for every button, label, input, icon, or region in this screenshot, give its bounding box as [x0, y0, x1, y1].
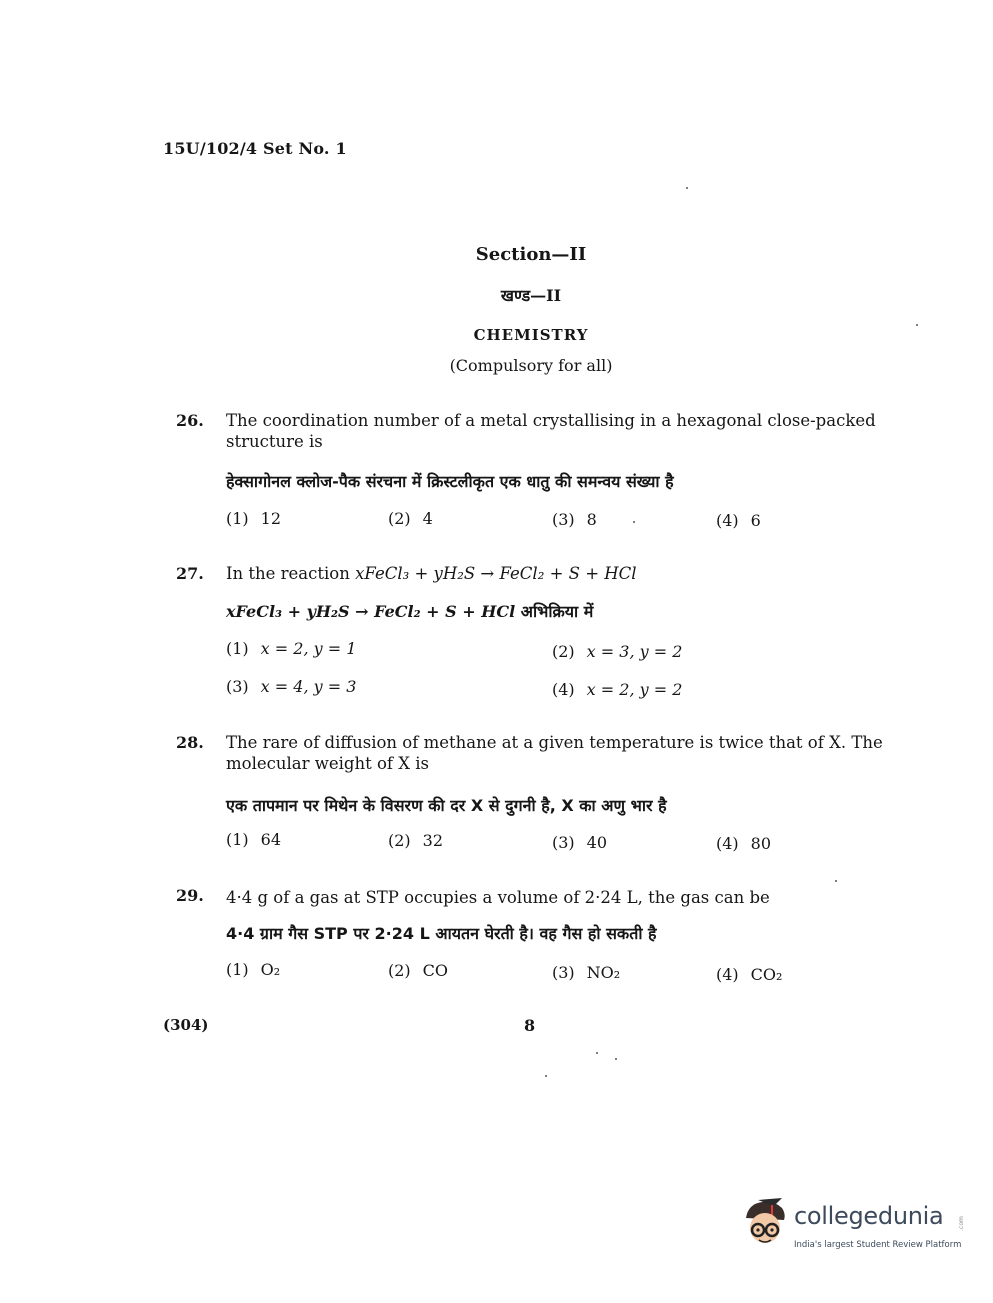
question-text-hindi: [226, 600, 906, 622]
collegedunia-logo[interactable]: [738, 1196, 963, 1256]
scan-speck: [835, 880, 837, 882]
question-number: 29.: [176, 886, 204, 905]
section-title: Section—II: [475, 244, 587, 265]
question-text: The coordination number of a metal crystallising in a hexagonal close-packed structure is: [226, 411, 876, 451]
option-4[interactable]: (4) 80: [716, 834, 772, 853]
brand-suffix: .com: [957, 1216, 965, 1231]
option-4[interactable]: (4) CO₂: [716, 965, 783, 984]
question-text: The rare of diffusion of methane at a given temperature is twice that of X. The molecular weight of X is: [226, 733, 883, 773]
question-text-prefix: In the reaction: [226, 564, 350, 583]
option-1[interactable]: (1) O₂: [226, 960, 281, 979]
section-note: (Compulsory for all): [449, 356, 613, 375]
question-text: 4·4 g of a gas at STP occupies a volume of 2·24 L, the gas can be: [226, 888, 770, 907]
question-text: [226, 563, 906, 584]
question-number: 27.: [176, 564, 204, 583]
option-1[interactable]: (1) 12: [226, 509, 282, 528]
scan-speck: [545, 1075, 547, 1077]
brand-name: collegedunia: [794, 1202, 944, 1230]
option-4[interactable]: (4) x = 2, y = 2: [552, 680, 683, 699]
section-title-hindi: खण्ड—II: [500, 286, 562, 305]
subject-title: CHEMISTRY: [473, 326, 589, 344]
question-text-hindi: 4·4 ग्राम गैस STP पर 2·24 L आयतन घेरती है। वह गैस हो सकती है: [226, 924, 657, 943]
question-number: 28.: [176, 733, 204, 752]
scan-speck: [633, 521, 635, 523]
option-4[interactable]: (4) 6: [716, 511, 761, 530]
scan-speck: [916, 324, 918, 326]
footer-code: (304): [163, 1016, 209, 1034]
option-3[interactable]: (3) NO₂: [552, 963, 621, 982]
page-number: 8: [524, 1016, 536, 1035]
hindi-suffix: अभिक्रिया में: [520, 602, 594, 621]
reaction-equation: xFeCl₃ + yH₂S → FeCl₂ + S + HCl: [355, 564, 637, 583]
question-text-hindi: एक तापमान पर मिथेन के विसरण की दर X से दुगनी है, X का अणु भार है: [226, 796, 667, 815]
mascot-icon: [738, 1196, 792, 1254]
option-1[interactable]: (1) x = 2, y = 1: [226, 639, 357, 658]
scan-speck: [686, 187, 688, 189]
question-number: 26.: [176, 411, 204, 430]
option-2[interactable]: (2) 32: [388, 831, 444, 850]
reaction-equation-hindi: xFeCl₃ + yH₂S → FeCl₂ + S + HCl: [226, 602, 516, 621]
brand-tagline: India's largest Student Review Platform: [794, 1240, 962, 1250]
option-3[interactable]: (3) 40: [552, 833, 608, 852]
option-3[interactable]: (3) x = 4, y = 3: [226, 677, 357, 696]
option-3[interactable]: (3) 8: [552, 510, 597, 529]
scan-speck: [596, 1052, 598, 1054]
option-1[interactable]: (1) 64: [226, 830, 282, 849]
option-2[interactable]: (2) 4: [388, 509, 433, 528]
scan-speck: [615, 1058, 617, 1060]
question-text-hindi: हेक्सागोनल क्लोज-पैक संरचना में क्रिस्टलीकृत एक धातु की समन्वय संख्या है: [226, 472, 674, 491]
option-2[interactable]: (2) CO: [388, 961, 449, 980]
option-2[interactable]: (2) x = 3, y = 2: [552, 642, 683, 661]
paper-code: 15U/102/4 Set No. 1: [163, 139, 347, 158]
